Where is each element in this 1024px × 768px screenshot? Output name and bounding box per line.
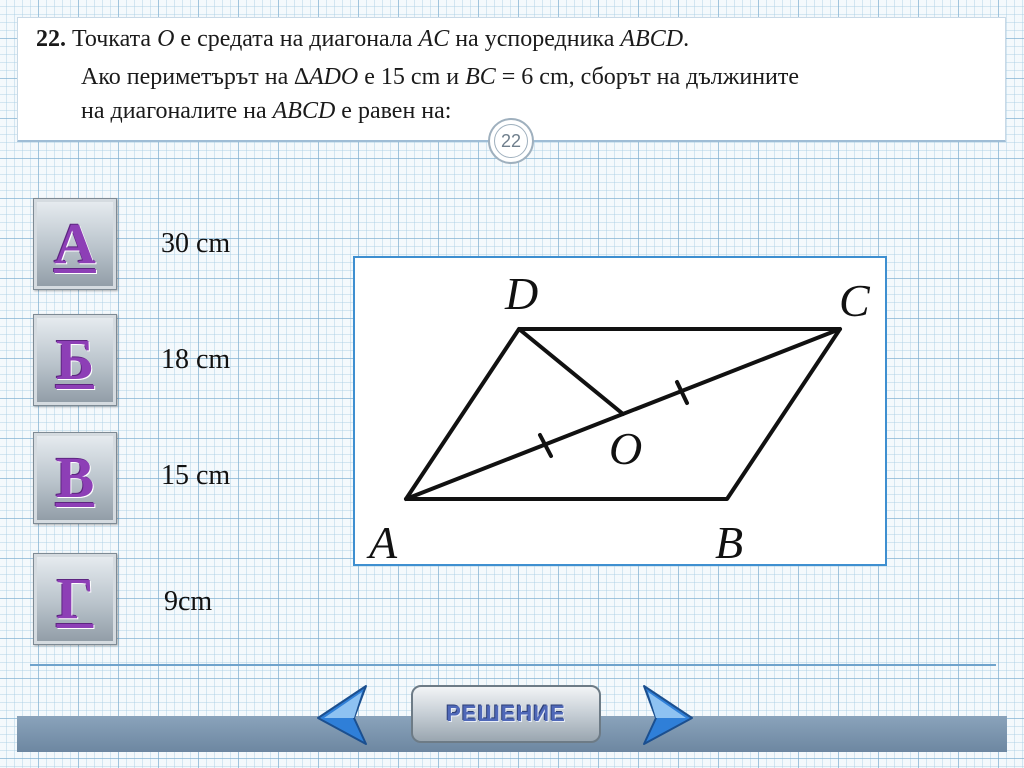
option-b-text: 18 cm bbox=[161, 344, 231, 375]
option-c-letter: В bbox=[55, 445, 95, 510]
option-d-text: 9cm bbox=[164, 586, 213, 617]
question-line-3: на диагоналите на ABCD е равен на: bbox=[81, 98, 452, 124]
prev-button[interactable] bbox=[316, 684, 370, 751]
option-a-text: 30 cm bbox=[161, 228, 231, 259]
slide-number: 22 bbox=[494, 124, 528, 158]
point-label-o: O bbox=[609, 423, 643, 474]
parallelogram-diagram bbox=[355, 258, 885, 564]
question-line-1: 22. Точката O е средата на диагонала AC на успоредника ABCD. bbox=[36, 26, 690, 52]
segment-do bbox=[519, 329, 623, 414]
next-button[interactable] bbox=[640, 684, 694, 751]
vertex-label-b: B bbox=[715, 517, 744, 564]
vertex-label-c: C bbox=[839, 275, 870, 326]
vertex-label-d: D bbox=[505, 268, 539, 319]
option-c-text: 15 cm bbox=[161, 460, 231, 491]
option-d-button[interactable] bbox=[33, 553, 117, 645]
solution-label: РЕШЕНИЕ bbox=[446, 701, 566, 726]
option-b-letter: Б bbox=[55, 327, 95, 392]
parallelogram-figure bbox=[353, 256, 887, 566]
option-c-button[interactable] bbox=[33, 432, 117, 524]
option-d-letter: Г bbox=[56, 566, 94, 631]
vertex-label-a: A bbox=[369, 517, 398, 564]
question-number: 22. bbox=[36, 26, 66, 52]
slide-number-badge bbox=[488, 118, 534, 164]
divider bbox=[30, 664, 996, 666]
option-b-button[interactable] bbox=[33, 314, 117, 406]
left-arrow-icon bbox=[316, 684, 370, 746]
right-arrow-icon bbox=[640, 684, 694, 746]
option-a-letter: А bbox=[54, 211, 96, 276]
question-line-2: Ако периметърът на ∆ADO е 15 cm и BC = 6 cm, сборът на дължините bbox=[81, 64, 800, 90]
solution-button[interactable] bbox=[411, 685, 601, 743]
option-a-button[interactable] bbox=[33, 198, 117, 290]
